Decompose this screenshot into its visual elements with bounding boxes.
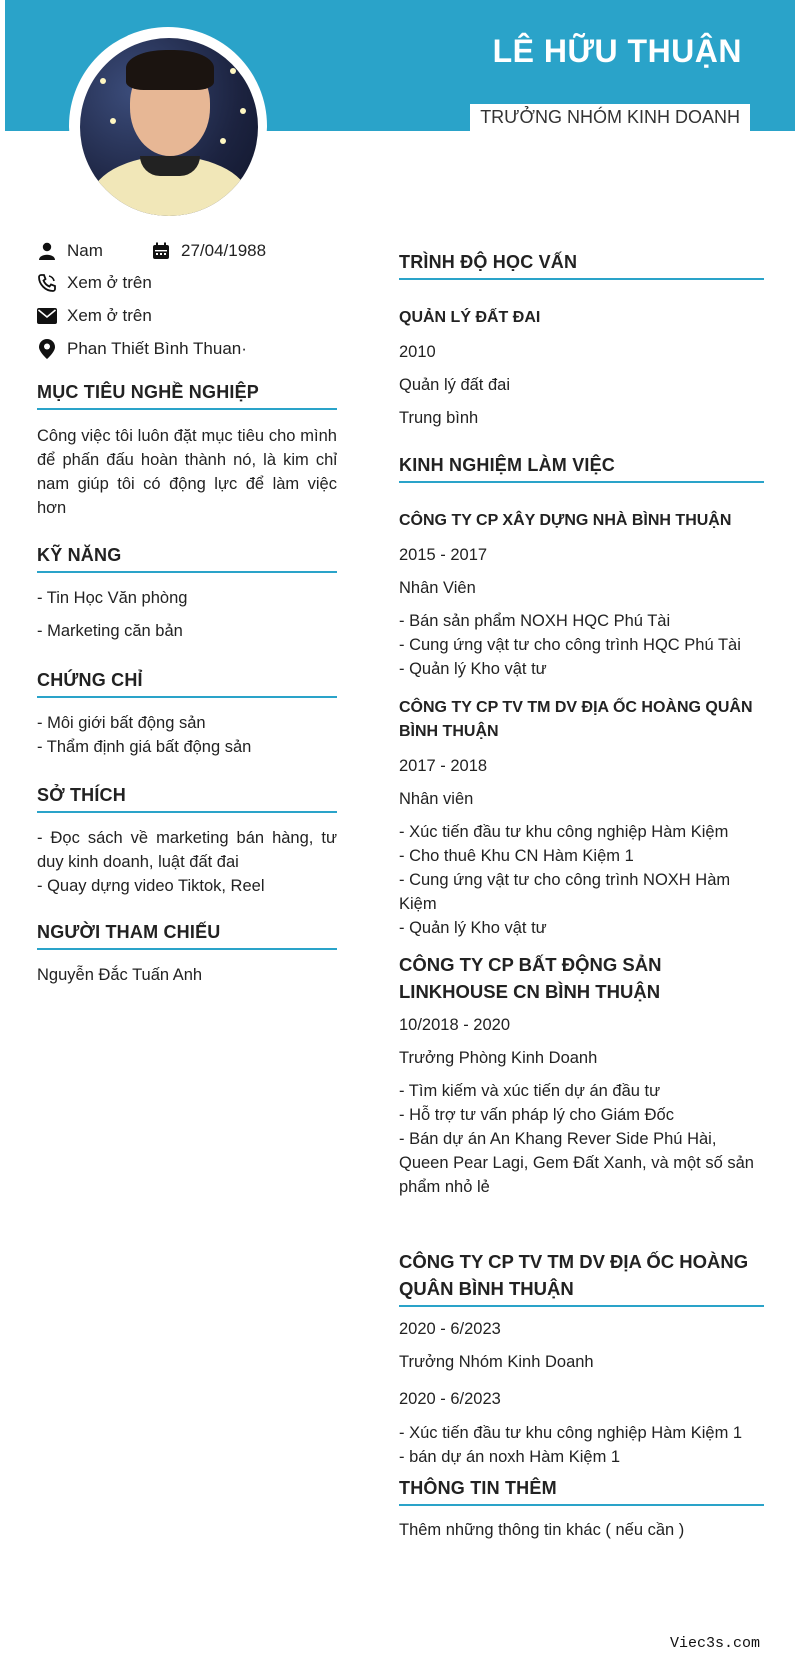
email-value: Xem ở trên	[67, 306, 152, 325]
experience-section	[399, 455, 764, 1199]
education-grade: Trung bình	[399, 409, 479, 427]
job-period: 2020 - 6/2023	[399, 1320, 501, 1338]
section-title: NGƯỜI THAM CHIẾU	[37, 922, 337, 950]
education-year: 2010	[399, 343, 436, 361]
additional-text: Thêm những thông tin khác ( nếu cần )	[399, 1521, 685, 1539]
job-duty: - Tìm kiếm và xúc tiến dự án đầu tư	[399, 1082, 661, 1100]
job-period: 2015 - 2017	[399, 546, 488, 564]
company-name: CÔNG TY CP BẤT ĐỘNG SẢN LINKHOUSE CN BÌNH THUẬN	[399, 954, 662, 1002]
envelope-icon	[37, 306, 57, 326]
section-title: SỞ THÍCH	[37, 785, 337, 813]
section-title: MỤC TIÊU NGHỀ NGHIỆP	[37, 382, 337, 410]
list-item: - Môi giới bất động sản	[37, 714, 206, 732]
list-item: - Tin Học Văn phòng	[37, 589, 188, 607]
company-name: CÔNG TY CP TV TM DV ĐỊA ỐC HOÀNG QUÂN BÌNH THUẬN	[399, 1248, 764, 1307]
job-duty: - Cho thuê Khu CN Hàm Kiệm 1	[399, 847, 634, 865]
address-value: Phan Thiết Bình Thuan·	[67, 339, 247, 358]
job-period: 10/2018 - 2020	[399, 1016, 511, 1034]
objective-text: Công việc tôi luôn đặt mục tiêu cho mình để phấn đấu hoàn thành nó, là kim chỉ nam giúp tôi có động lực để làm việc hơn	[37, 427, 337, 517]
section-title: KINH NGHIỆM LÀM VIỆC	[399, 455, 764, 483]
list-item: - Quay dựng video Tiktok, Reel	[37, 877, 265, 895]
contact-birthdate	[151, 241, 266, 261]
education-major: Quản lý đất đai	[399, 376, 510, 394]
job-role: Nhân Viên	[399, 579, 476, 597]
phone-icon	[37, 273, 57, 293]
phone-value: Xem ở trên	[67, 273, 152, 292]
job-role: Trưởng Nhóm Kinh Doanh	[399, 1353, 594, 1371]
job-duty: - Bán dự án An Khang Rever Side Phú Hài, Queen Pear Lagi, Gem Đất Xanh, và một số sản phẩm nhỏ lẻ	[399, 1130, 754, 1196]
list-item: - Đọc sách về marketing bán hàng, tư duy kinh doanh, luật đất đai	[37, 829, 337, 871]
references-section	[37, 922, 337, 987]
experience-job-4	[399, 1248, 764, 1469]
objective-section	[37, 382, 337, 520]
job-duty: - Quản lý Kho vật tư	[399, 919, 547, 937]
candidate-name: LÊ HỮU THUẬN	[492, 33, 742, 69]
location-pin-icon	[37, 339, 57, 359]
additional-section	[399, 1478, 764, 1542]
certificates-section	[37, 670, 337, 759]
gender-value: Nam	[67, 241, 103, 260]
section-title: THÔNG TIN THÊM	[399, 1478, 764, 1506]
skills-section	[37, 545, 337, 643]
contact-phone	[37, 273, 152, 293]
job-duty: - bán dự án noxh Hàm Kiệm 1	[399, 1448, 621, 1466]
avatar	[80, 38, 258, 216]
reference-name: Nguyễn Đắc Tuấn Anh	[37, 966, 203, 984]
section-title: TRÌNH ĐỘ HỌC VẤN	[399, 252, 764, 280]
calendar-icon	[151, 241, 171, 261]
contact-gender	[37, 241, 103, 261]
education-section	[399, 252, 764, 430]
job-duty: - Xúc tiến đầu tư khu công nghiệp Hàm Kiệm 1	[399, 1424, 743, 1442]
company-name: CÔNG TY CP TV TM DV ĐỊA ỐC HOÀNG QUÂN BÌNH THUẬN	[399, 699, 753, 740]
list-item: - Marketing căn bản	[37, 622, 183, 640]
job-period: 2017 - 2018	[399, 757, 488, 775]
job-role: Nhân viên	[399, 790, 474, 808]
job-role: Trưởng Phòng Kinh Doanh	[399, 1049, 598, 1067]
person-icon	[37, 241, 57, 261]
job-duty: - Cung ứng vật tư cho công trình NOXH Hàm Kiệm	[399, 871, 731, 913]
company-name: CÔNG TY CP XÂY DỰNG NHÀ BÌNH THUẬN	[399, 512, 732, 529]
contact-address	[37, 339, 247, 359]
contact-email	[37, 306, 152, 326]
job-duty: - Cung ứng vật tư cho công trình HQC Phú Tài	[399, 636, 741, 654]
list-item: - Thẩm định giá bất động sản	[37, 738, 252, 756]
job-period: 2020 - 6/2023	[399, 1390, 501, 1408]
hobbies-section	[37, 785, 337, 898]
job-duty: - Xúc tiến đầu tư khu công nghiệp Hàm Kiệm	[399, 823, 729, 841]
school-name: QUẢN LÝ ĐẤT ĐAI	[399, 309, 541, 326]
birthdate-value: 27/04/1988	[181, 241, 267, 260]
job-duty: - Hỗ trợ tư vấn pháp lý cho Giám Đốc	[399, 1106, 674, 1124]
section-title: KỸ NĂNG	[37, 545, 337, 573]
job-duty: - Bán sản phẩm NOXH HQC Phú Tài	[399, 612, 671, 630]
candidate-title: TRƯỞNG NHÓM KINH DOANH	[470, 104, 750, 131]
watermark: Viec3s.com	[669, 1635, 760, 1652]
section-title: CHỨNG CHỈ	[37, 670, 337, 698]
job-duty: - Quản lý Kho vật tư	[399, 660, 547, 678]
